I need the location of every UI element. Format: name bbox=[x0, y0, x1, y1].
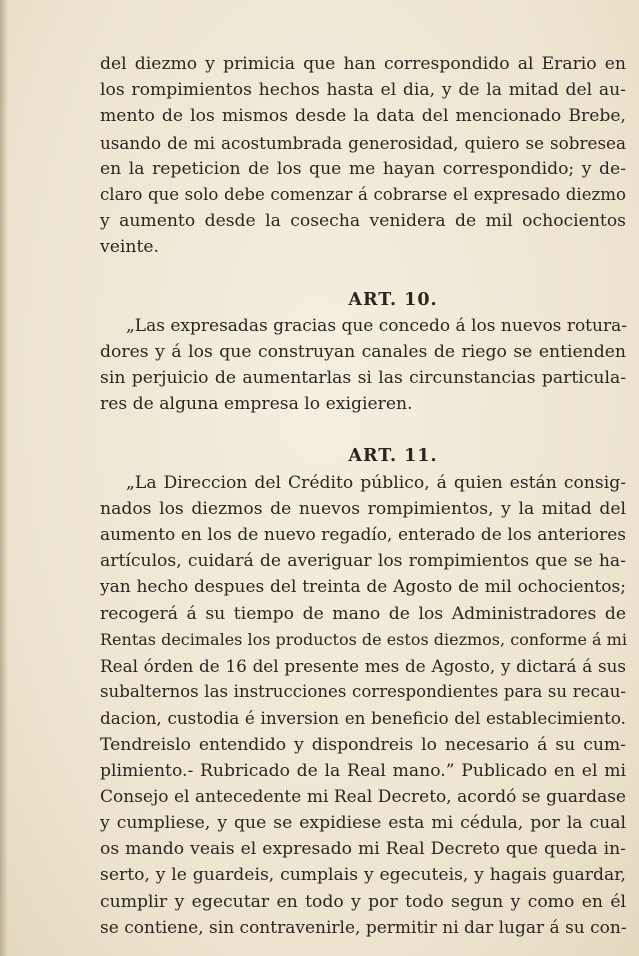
text-line: claro que solo debe comenzar á cobrarse el expresado diezmo bbox=[100, 184, 626, 204]
text-line: os mando veais el expresado mi Real Decreto que queda in- bbox=[100, 839, 626, 860]
text-line: Rentas decimales los productos de estos diezmos, conforme á mi bbox=[100, 629, 627, 649]
text-line: Real órden de 16 del presente mes de Agosto, y dictará á sus bbox=[100, 655, 626, 676]
text-line: sin perjuicio de aumentarlas si las circunstancias particula- bbox=[100, 368, 626, 389]
text-line: Tendreislo entendido y dispondreis lo necesario á su cum- bbox=[100, 734, 626, 755]
text-line: yan hecho despues del treinta de Agosto de mil ochocientos; bbox=[100, 577, 626, 598]
article-11 bbox=[100, 443, 626, 941]
text-line: nados los diezmos de nuevos rompimientos, y la mitad del bbox=[100, 498, 626, 519]
text-line: veinte. bbox=[100, 237, 159, 258]
text-line: plimiento.- Rubricado de la Real mano.” Publicado en el mi bbox=[100, 760, 626, 781]
text-line: y cumpliese, y que se expidiese esta mi cédula, por la cual bbox=[100, 813, 626, 834]
text-line: dacion, custodia é inversion en beneficio del establecimiento. bbox=[100, 708, 626, 729]
text-line: „Las expresadas gracias que concedo á los nuevos rotura- bbox=[126, 315, 627, 336]
text-line: mento de los mismos desde la data del mencionado Brebe, bbox=[100, 106, 626, 127]
text-line: del diezmo y primicia que han correspondido al Erario en bbox=[100, 54, 626, 74]
text-line: res de alguna empresa lo exigieren. bbox=[100, 394, 413, 415]
document-text bbox=[100, 51, 626, 941]
text-line: artículos, cuidará de averiguar los rompimientos que se ha- bbox=[100, 551, 626, 572]
text-line: serto, y le guardeis, cumplais y egecuteis, y hagais guardar, bbox=[100, 865, 626, 886]
text-line: recogerá á su tiempo de mano de los Administradores de bbox=[100, 603, 626, 624]
text-line: dores y á los que construyan canales de riego se entienden bbox=[100, 341, 626, 362]
text-line: subalternos las instrucciones correspondientes para su recau- bbox=[100, 682, 626, 702]
text-line: en la repeticion de los que me hayan correspondido; y de- bbox=[100, 158, 626, 179]
article-10 bbox=[100, 287, 626, 418]
text-line: y aumento desde la cosecha venidera de mil ochocientos bbox=[100, 211, 626, 232]
text-line: Consejo el antecedente mi Real Decreto, acordó se guardase bbox=[100, 786, 626, 807]
text-line: se contiene, sin contravenirle, permitir ni dar lugar á su con- bbox=[100, 917, 627, 938]
paragraph-continuation bbox=[100, 51, 626, 261]
page-edge-shadow bbox=[0, 0, 8, 956]
article-heading: ART. 10. bbox=[348, 289, 438, 310]
text-line: los rompimientos hechos hasta el dia, y de la mitad del au- bbox=[100, 80, 626, 101]
article-heading: ART. 11. bbox=[348, 446, 438, 467]
text-line: usando de mi acostumbrada generosidad, quiero se sobresea bbox=[100, 132, 626, 153]
text-line: „La Direccion del Crédito público, á quien están consig- bbox=[126, 472, 626, 493]
text-line: cumplir y egecutar en todo y por todo segun y como en él bbox=[100, 891, 626, 912]
text-line: aumento en los de nuevo regadío, enterado de los anteriores bbox=[100, 525, 626, 545]
